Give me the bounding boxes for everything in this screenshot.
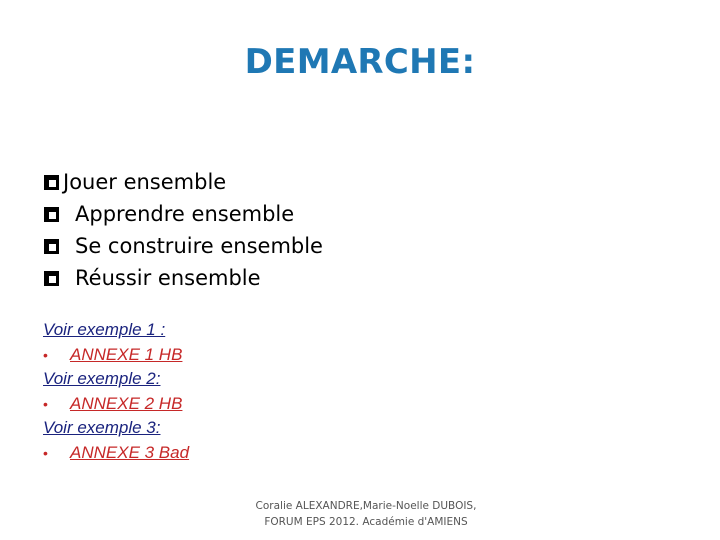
bullet-text: Apprendre ensemble bbox=[75, 202, 295, 226]
checkbox-square-icon bbox=[44, 175, 59, 190]
example-1-link[interactable]: Voir exemple 1 : bbox=[43, 320, 166, 339]
bullet-item bbox=[44, 230, 323, 262]
bullet-text: Réussir ensemble bbox=[75, 266, 261, 290]
footer-line-2: FORUM EPS 2012. Académie d'AMIENS bbox=[264, 516, 468, 528]
checkbox-square-icon bbox=[44, 271, 59, 286]
bullet-dot-icon: • bbox=[43, 444, 48, 461]
example-links bbox=[43, 318, 189, 465]
slide-footer bbox=[226, 498, 506, 530]
bullet-text: Se construire ensemble bbox=[75, 234, 323, 258]
annex-row bbox=[43, 392, 189, 417]
bullet-text: Jouer ensemble bbox=[63, 170, 227, 194]
annexe-2-link[interactable]: ANNEXE 2 HB bbox=[70, 393, 183, 413]
bullet-item bbox=[44, 166, 323, 198]
bullet-item bbox=[44, 198, 323, 230]
example-3-link[interactable]: Voir exemple 3: bbox=[43, 418, 161, 437]
bullet-dot-icon: • bbox=[43, 395, 48, 412]
annexe-1-link[interactable]: ANNEXE 1 HB bbox=[70, 344, 183, 364]
checkbox-square-icon bbox=[44, 207, 59, 222]
example-2-link[interactable]: Voir exemple 2: bbox=[43, 369, 161, 388]
bullet-dot-icon: • bbox=[43, 346, 48, 363]
slide-title: DEMARCHE: bbox=[244, 42, 476, 82]
annex-row bbox=[43, 343, 189, 368]
footer-line-1: Coralie ALEXANDRE,Marie-Noelle DUBOIS, bbox=[255, 500, 477, 512]
bullet-list bbox=[44, 166, 323, 294]
bullet-item bbox=[44, 262, 323, 294]
annex-row bbox=[43, 441, 189, 466]
checkbox-square-icon bbox=[44, 239, 59, 254]
annexe-3-link[interactable]: ANNEXE 3 Bad bbox=[70, 442, 190, 462]
